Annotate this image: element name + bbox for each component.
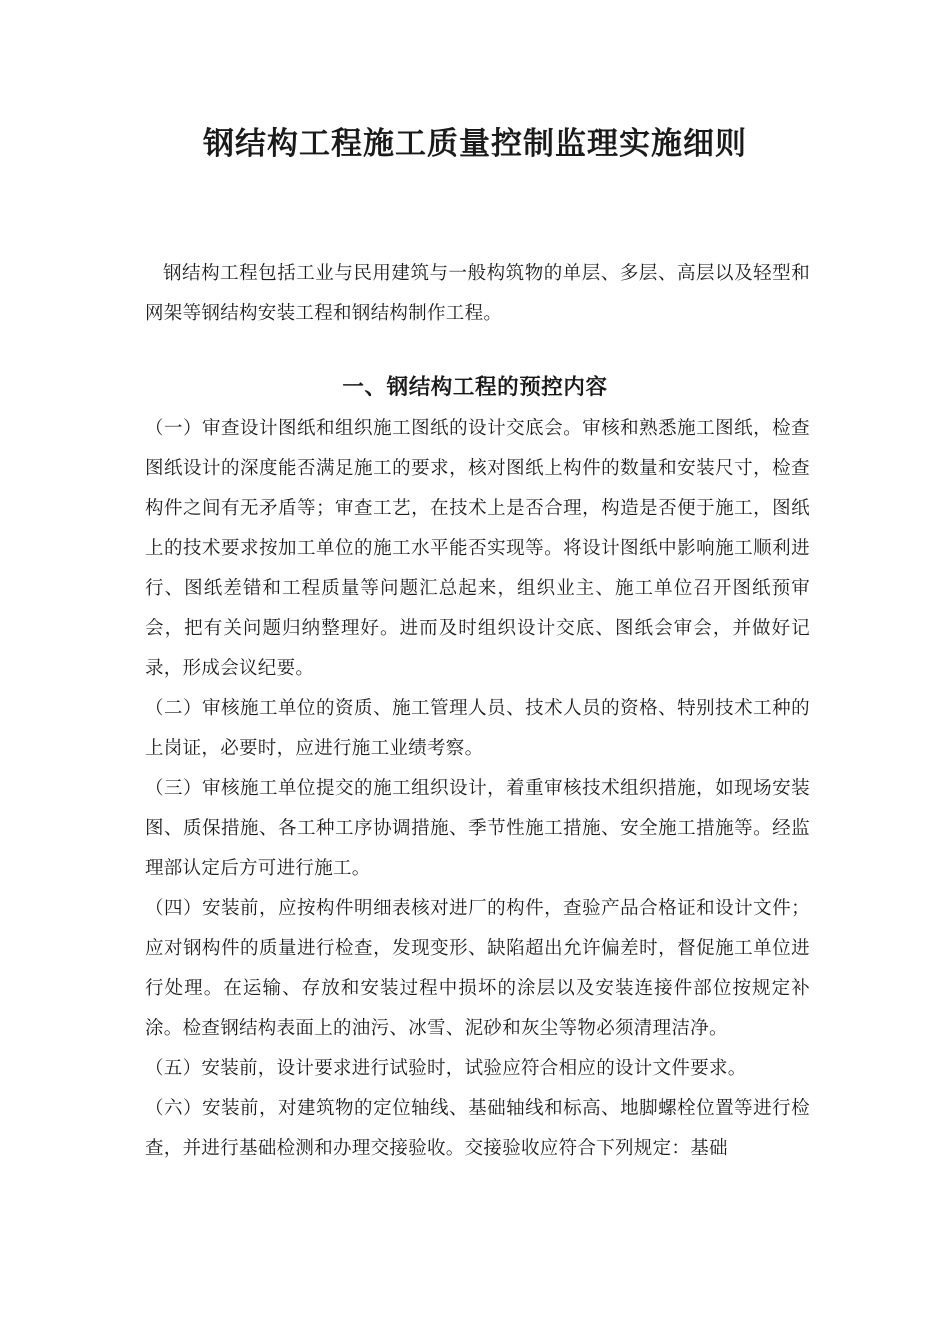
paragraph-item-2: （二）审核施工单位的资质、施工管理人员、技术人员的资格、特别技术工种的上岗证，必要时，应进行施工业绩考察。 (145, 698, 810, 759)
paragraph-item-1: （一）审查设计图纸和组织施工图纸的设计交底会。审核和熟悉施工图纸，检查图纸设计的深度能否满足施工的要求，核对图纸上构件的数量和安装尺寸，检查构件之间有无矛盾等；审查工艺，在技术上是否合理，构造是否便于施工，图纸上的技术要求按加工单位的施工水平能否实现等。将设计图纸中影响施工顺利进行、图纸差错和工程质量等问题汇总起来，组织业主、施工单位召开图纸预审会，把有关问题归纳整理好。进而及时组织设计交底、图纸会审会，并做好记录，形成会议纪要。 (145, 418, 810, 679)
section-body (145, 409, 810, 1169)
paragraph-item-3: （三）审核施工单位提交的施工组织设计，着重审核技术组织措施，如现场安装图、质保措施、各工种工序协调措施、季节性施工措施、安全施工措施等。经监理部认定后方可进行施工。 (145, 778, 810, 879)
intro-paragraph: 钢结构工程包括工业与民用建筑与一般构筑物的单层、多层、高层以及轻型和网架等钢结构安装工程和钢结构制作工程。 (145, 263, 810, 324)
paragraph-item-4: （四）安装前，应按构件明细表核对进厂的构件，查验产品合格证和设计文件；应对钢构件的质量进行检查，发现变形、缺陷超出允许偏差时，督促施工单位进行处理。在运输、存放和安装过程中损坏的涂层以及安装连接件部位按规定补涂。检查钢结构表面上的油污、冰雪、泥砂和灰尘等物必须清理洁净。 (145, 898, 810, 1039)
document-title: 钢结构工程施工质量控制监理实施细则 (203, 126, 747, 162)
paragraph-item-5: （五）安装前，设计要求进行试验时，试验应符合相应的设计文件要求。 (145, 1058, 747, 1079)
paragraph-item-6: （六）安装前，对建筑物的定位轴线、基础轴线和标高、地脚螺栓位置等进行检查，并进行基础检测和办理交接验收。交接验收应符合下列规定：基础 (145, 1098, 810, 1159)
section-heading: 一、钢结构工程的预控内容 (342, 375, 608, 400)
